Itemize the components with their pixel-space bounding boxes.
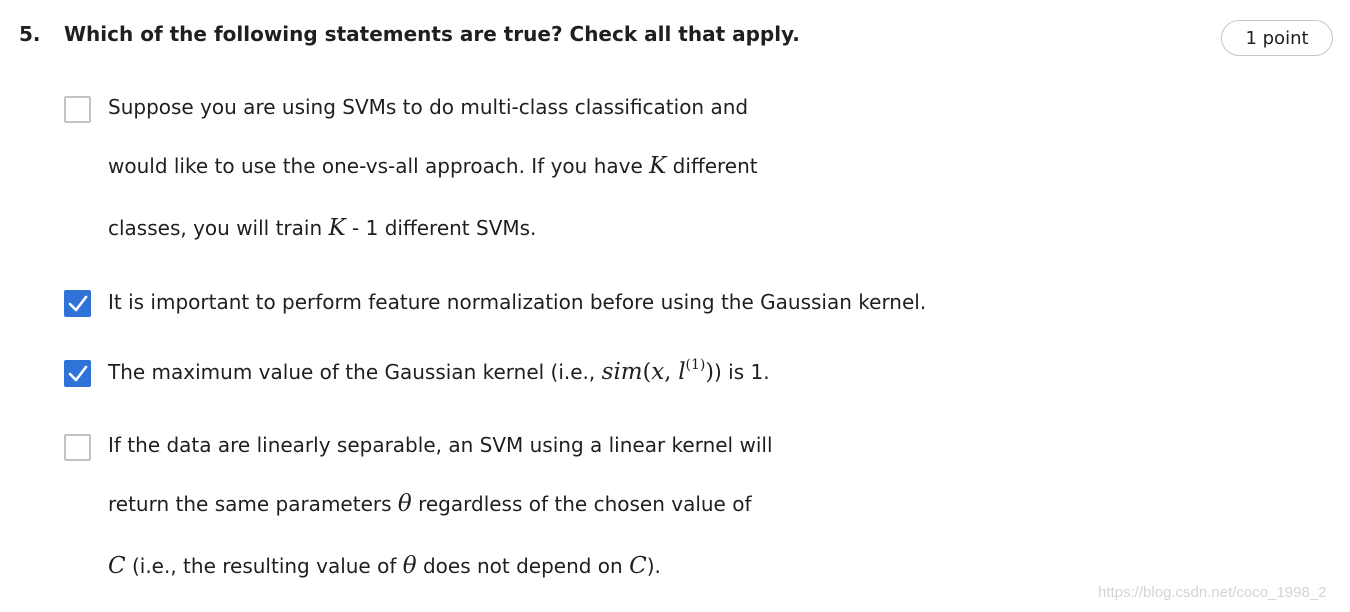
checkbox-option-2[interactable] [64, 290, 91, 317]
question-text: Which of the following statements are true? Check all that apply. [64, 22, 800, 46]
option-3-text: The maximum value of the Gaussian kernel (i.e., sim(x, $l^{(1)}$)) is 1. [108, 357, 770, 385]
checkmark-icon [68, 365, 88, 383]
option-4-line-2: return the same parameters θ regardless of the chosen value of [108, 491, 752, 517]
checkbox-option-3[interactable] [64, 360, 91, 387]
points-badge: 1 point [1221, 20, 1333, 56]
checkbox-option-1[interactable] [64, 96, 91, 123]
option-1-line-2: would like to use the one-vs-all approach. If you have K different [108, 153, 758, 179]
checkbox-option-4[interactable] [64, 434, 91, 461]
watermark: https://blog.csdn.net/coco_1998_2 [1098, 584, 1327, 601]
question-number: 5. [19, 22, 41, 46]
option-4-line-1: If the data are linearly separable, an SVM using a linear kernel will [108, 433, 773, 457]
checkmark-icon [68, 295, 88, 313]
option-4-line-3: C (i.e., the resulting value of θ does not depend on C). [108, 553, 661, 579]
option-1-line-3: classes, you will train K - 1 different SVMs. [108, 215, 537, 241]
option-1-line-1: Suppose you are using SVMs to do multi-class classification and [108, 95, 749, 119]
option-2-text: It is important to perform feature normalization before using the Gaussian kernel. [108, 290, 927, 314]
